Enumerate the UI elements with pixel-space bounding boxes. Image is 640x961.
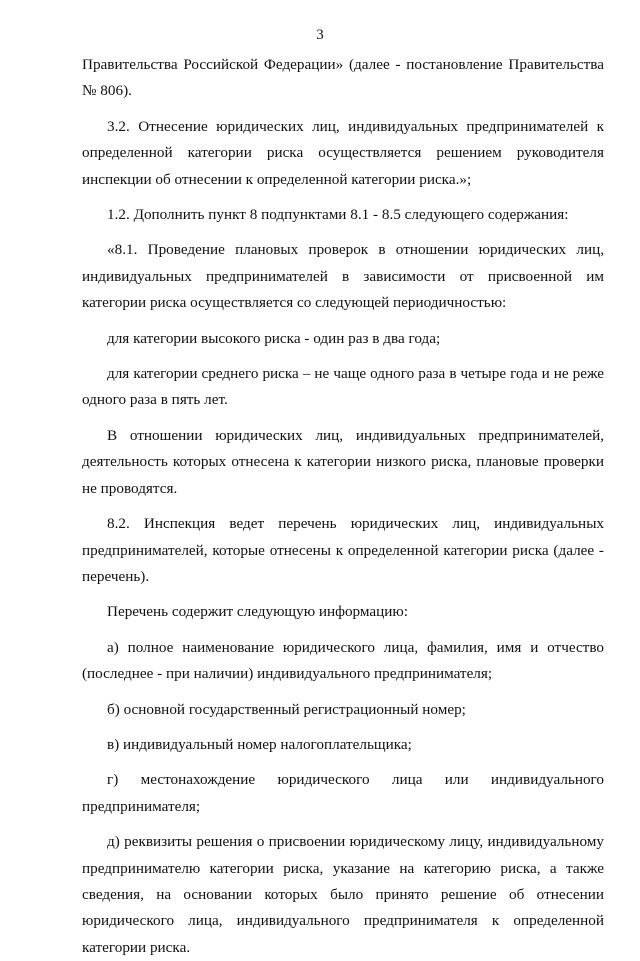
list-item-d: д) реквизиты решения о присвоении юридическому лицу, индивидуальному предпринимателю категории риска, указание на категорию риска, а также сведения, на основании которых было принято решение об отнесении юридического лица, индивидуального предпринимателя к определенной категории риска. — [82, 833, 604, 956]
paragraph-high-risk: для категории высокого риска - один раз в два года; — [107, 329, 441, 347]
paragraph-8-2: 8.2. Инспекция ведет перечень юридических лиц, индивидуальных предпринимателей, которые отнесены к определенной категории риска (далее - перечень). — [82, 515, 604, 585]
paragraph-continuation: Правительства Российской Федерации» (далее - постановление Правительства № 806). — [82, 56, 604, 100]
paragraph-list-intro: Перечень содержит следующую информацию: — [107, 603, 408, 621]
paragraph-1-2: 1.2. Дополнить пункт 8 подпунктами 8.1 - 8.5 следующего содержания: — [107, 206, 569, 224]
list-item-g: г) местонахождение юридического лица или индивидуального предпринимателя; — [82, 771, 604, 815]
paragraph-medium-risk: для категории среднего риска – не чаще одного раза в четыре года и не реже одного раза в пять лет. — [82, 365, 604, 409]
paragraph-low-risk: В отношении юридических лиц, индивидуальных предпринимателей, деятельность которых отнесена к категории низкого риска, плановые проверки не проводятся. — [82, 426, 604, 497]
paragraph-3-2: 3.2. Отнесение юридических лиц, индивидуальных предпринимателей к определенной категории риска осуществляется решением руководителя инспекции об отнесении к определенной категории риска.»; — [82, 117, 604, 188]
list-item-b: б) основной государственный регистрационный номер; — [107, 700, 466, 718]
list-item-a: а) полное наименование юридического лица, фамилия, имя и отчество (последнее - при наличии) индивидуального предпринимателя; — [82, 638, 604, 683]
list-item-v: в) индивидуальный номер налогоплательщика; — [107, 735, 412, 753]
page-number: 3 — [316, 27, 324, 43]
document-body — [82, 52, 604, 961]
paragraph-8-1: «8.1. Проведение плановых проверок в отношении юридических лиц, индивидуальных предпринимателей в зависимости от присвоенной им категории риска осуществляется со следующей периодичностью: — [82, 241, 604, 312]
